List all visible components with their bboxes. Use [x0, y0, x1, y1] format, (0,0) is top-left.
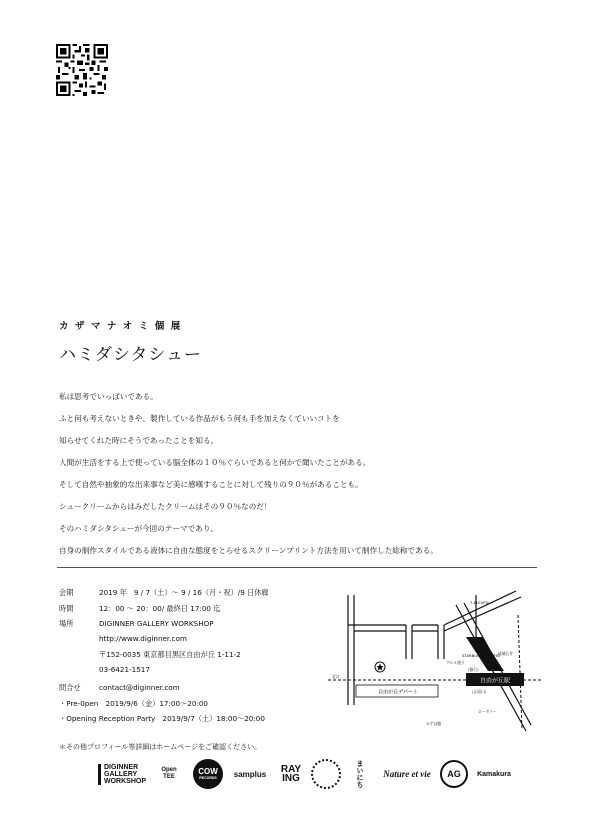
sponsor-logos: [100, 751, 520, 797]
bank-label: (銀行): [468, 667, 479, 672]
circle-logo: [310, 751, 342, 797]
info-reception: ・Opening Reception Party 2019/9/7（土）18:00～20:00: [59, 714, 265, 723]
statement-line: 知らせてくれた時にそうであったことを知る。: [59, 436, 219, 445]
venue-phone: 03-6421-1517: [99, 665, 150, 674]
venue-url[interactable]: http://www.diginner.com: [99, 634, 187, 643]
period-value: 2019 年 9 / 7（土）～ 9 / 16（月・祝）/9 日休廊: [99, 588, 269, 597]
info-venue-address: [59, 650, 241, 660]
gallery-marker-icon: [375, 662, 385, 672]
info-venue-phone: [59, 665, 150, 675]
divider: [57, 567, 537, 568]
diginner-logo: DIGINNER GALLERY WORKSHOP: [100, 751, 144, 797]
seijo-label: 成城石井: [498, 651, 514, 656]
access-map: [326, 585, 548, 733]
statement-line: 自身の制作スタイルである液体に自由な態度をとらせるスクリーンプリント方法を用いて制作した総称である。: [59, 546, 438, 555]
gourmet-label: グルメ通り: [446, 660, 465, 665]
statement-line: そのハミダシタシューが今回のテーマであり、: [59, 524, 219, 533]
venue-address: 〒152-0035 東京都目黒区自由が丘 1-11-2: [99, 650, 241, 659]
contact-email[interactable]: contact@diginner.com: [99, 683, 180, 692]
info-venue-url: [59, 634, 187, 644]
department-label: 自由が丘デパート: [378, 689, 418, 696]
nature-et-vie-logo: Nature et vie: [383, 769, 431, 779]
exit-label: 北口: [332, 674, 340, 679]
exhibition-title: ハミダシタシュー: [59, 345, 202, 365]
starbucks-label: STARBUCKS COFFEE: [462, 653, 501, 658]
statement-line: 人間が生活をする上で使っている脳全体の１０％ぐらいであると何かで聞いたことがある。: [59, 458, 371, 467]
venue-name: DIGINNER GALLERY WORKSHOP: [99, 619, 214, 628]
tatemono-logo: まいにち: [356, 760, 364, 788]
raying-logo: RAY ING: [280, 764, 302, 784]
seven-label: 7-ELEVEN: [470, 600, 489, 605]
statement: [59, 386, 539, 562]
open-tee-logo: Open TEE: [161, 767, 177, 780]
main-exit-label: (正面口): [472, 689, 487, 694]
cow-records-logo: COW RECORDS: [192, 751, 224, 797]
station-label: 自由が丘駅: [479, 677, 511, 685]
info-venue: [59, 619, 214, 629]
footnote: ＊その他プロフィール等詳細はホームページをご確認ください。: [59, 743, 262, 751]
statement-line: シュークリームからはみだしたクリームはその９０％なのだ！: [59, 502, 272, 511]
info-contact: [59, 683, 180, 693]
info-hours: [59, 604, 220, 614]
qr-code: [56, 44, 108, 96]
hours-value: 12：00 ～ 20：00/ 最終日 17:00 迄: [99, 604, 221, 613]
statement-line: 私は思考でいっぱいである。: [59, 392, 158, 401]
rotary-label: ロータリー: [478, 709, 497, 714]
statement-line: そして自然や抽象的な出来事など美に感嘆することに対して残りの９０％があることも。: [59, 480, 363, 489]
kamakura-logo: Kamakura: [477, 770, 511, 778]
venue-label: 場所: [59, 619, 74, 628]
info-preopen: ・Pre-0pen 2019/9/6（金）17:00～20:00: [59, 699, 208, 708]
hours-label: 時間: [59, 604, 74, 613]
info-period: [59, 588, 269, 598]
ag-logo: AG: [440, 751, 468, 797]
period-label: 会期: [59, 588, 74, 597]
contact-label: 問合せ: [59, 683, 81, 692]
statement-line: ふと何も考えないときや、製作している作品がもう何も手を加えなくていいコトを: [59, 414, 340, 423]
mizuho-label: みずほ銀: [426, 721, 442, 726]
samplus-logo: samplus: [233, 769, 267, 779]
artist-line: カザマナオミ個展: [59, 321, 187, 332]
